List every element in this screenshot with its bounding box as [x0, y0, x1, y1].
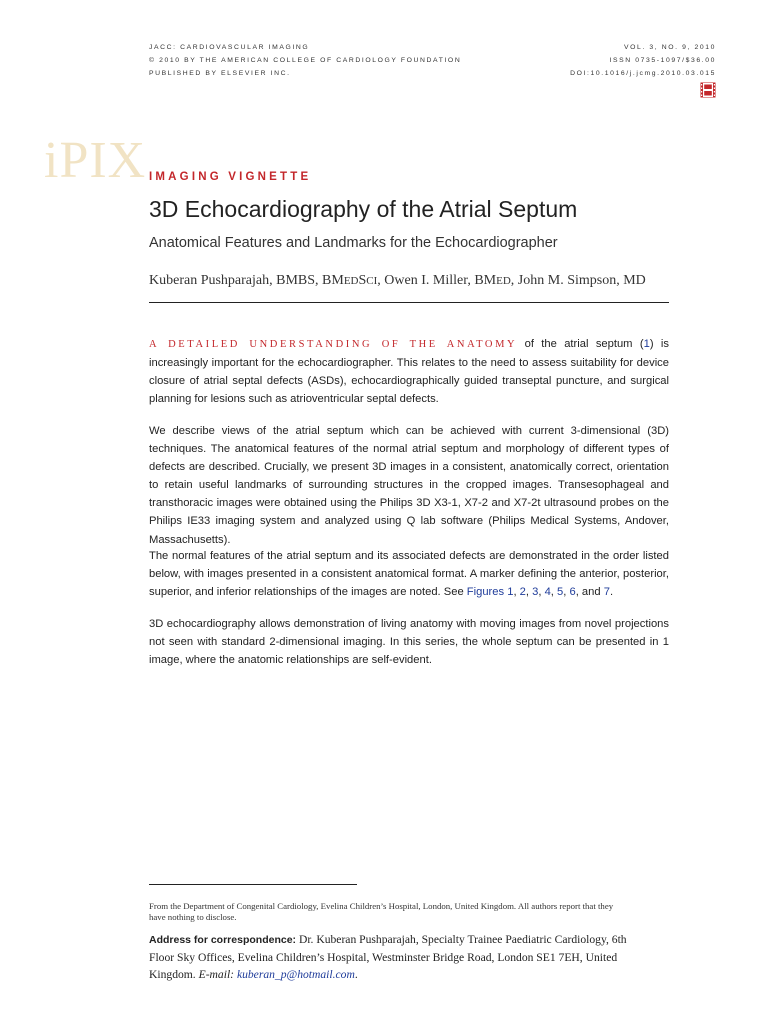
publisher-line: PUBLISHED BY ELSEVIER INC. [149, 70, 291, 77]
journal-header-left [149, 41, 461, 80]
lead-in: A DETAILED UNDERSTANDING OF THE ANATOMY [149, 339, 518, 350]
copyright-line: © 2010 BY THE AMERICAN COLLEGE OF CARDIOLOGY FOUNDATION [149, 57, 462, 64]
email-label: E-mail: [198, 968, 235, 981]
paragraph-1 [149, 335, 669, 408]
author-1: Kuberan Pushparajah, BMBS, BM [149, 273, 344, 288]
and-text: , and [575, 586, 604, 599]
author-1-degree-sc2: CI [366, 275, 378, 287]
figure-link-3[interactable]: 3 [532, 586, 539, 599]
journal-header-right [570, 41, 716, 80]
journal-name: JACC: CARDIOVASCULAR IMAGING [149, 44, 310, 51]
affiliation-footnote: From the Department of Congenital Cardiology, Evelina Children’s Hospital, London, United Kingdom. All authors report that they have nothing to disclose. [149, 901, 614, 922]
comma: , [513, 586, 520, 599]
volume-line: VOL. 3, NO. 9, 2010 [624, 44, 716, 51]
figure-link-5[interactable]: 5 [557, 586, 564, 599]
comma: , [538, 586, 545, 599]
paragraph-1-text-b: ) is increasingly important for the echocardiographer. This relates to the need to assess suitability for device closure of atrial septal defects (ASDs), echocardiographically guided transeptal puncture, and surgical planning for lesions such as atrioventricular septal defects. [149, 338, 669, 406]
correspondence-footnote [149, 931, 629, 983]
film-media-icon[interactable] [700, 82, 716, 98]
figure-link-7[interactable]: 7 [603, 586, 610, 599]
paragraph-4: 3D echocardiography allows demonstration of living anatomy with moving images from novel projections not seen with standard 2-dimensional imaging. In this series, the whole septum can be presented in 1 image, where the anatomic relationships are self-evident. [149, 618, 669, 667]
author-1-degree-sc: ED [343, 275, 359, 287]
ipix-watermark-logo: iPIX [44, 132, 147, 189]
section-label: IMAGING VIGNETTE [149, 171, 312, 183]
article-title: 3D Echocardiography of the Atrial Septum [149, 196, 578, 222]
correspondence-label: Address for correspondence: [149, 934, 297, 946]
author-2-degree-sc: ED [496, 275, 511, 287]
paragraph-1-text-a: of the atrial septum ( [517, 338, 644, 350]
doi-line: DOI:10.1016/j.jcmg.2010.03.015 [570, 70, 716, 77]
correspondence-address: Dr. Kuberan Pushparajah, Specialty Trainee Paediatric Cardiology, 6th Floor Sky Offices, Evelina Children’s Hospital, Westminster Bridge Road, London SE1 7EH, United Kingdom. [149, 933, 627, 981]
footnote-divider [149, 884, 357, 885]
author-1-degree: S [358, 273, 367, 288]
author-2: , Owen I. Miller, BM [377, 273, 497, 288]
period: . [354, 968, 358, 981]
paragraph-3 [149, 547, 669, 601]
paragraph-3-text: The normal features of the atrial septum and its associated defects are demonstrated in the order listed below, with images presented in a consistent anatomical format. A marker defining the anterior, posterior, superior, and inferior relationships of the images are noted. See [149, 550, 669, 599]
issn-line: ISSN 0735-1097/$36.00 [609, 57, 716, 64]
reference-link-1[interactable]: 1 [643, 338, 650, 350]
comma: , [563, 586, 570, 599]
comma: , [550, 586, 558, 599]
email-link[interactable]: kuberan_p@hotmail.com [236, 968, 355, 981]
figure-link-2[interactable]: 2 [519, 586, 526, 599]
comma: , [525, 586, 533, 599]
figure-link-6[interactable]: 6 [569, 586, 576, 599]
author-list [149, 273, 646, 289]
paragraph-2: We describe views of the atrial septum which can be achieved with current 3-dimensional (3D) techniques. The anatomical features of the normal atrial septum and morphology of different types of defects are described. Crucially, we present 3D images in a consistent, anatomically correct, orientation to retain useful landmarks of surrounding structures in the cropped images. Transesophageal and transthoracic images were obtained using the Philips 3D X3-1, X7-2 and X7-2t ultrasound probes on the Philips IE33 imaging system and analyzed using Q lab software (Philips Medical Systems, Andover, Massachusetts). [149, 425, 669, 546]
figure-link-1[interactable]: Figures 1 [466, 586, 514, 599]
title-divider [149, 302, 669, 303]
period: . [609, 586, 614, 599]
author-3: , John M. Simpson, MD [510, 273, 646, 288]
article-subtitle: Anatomical Features and Landmarks for the Echocardiographer [149, 235, 558, 251]
figure-link-4[interactable]: 4 [544, 586, 551, 599]
